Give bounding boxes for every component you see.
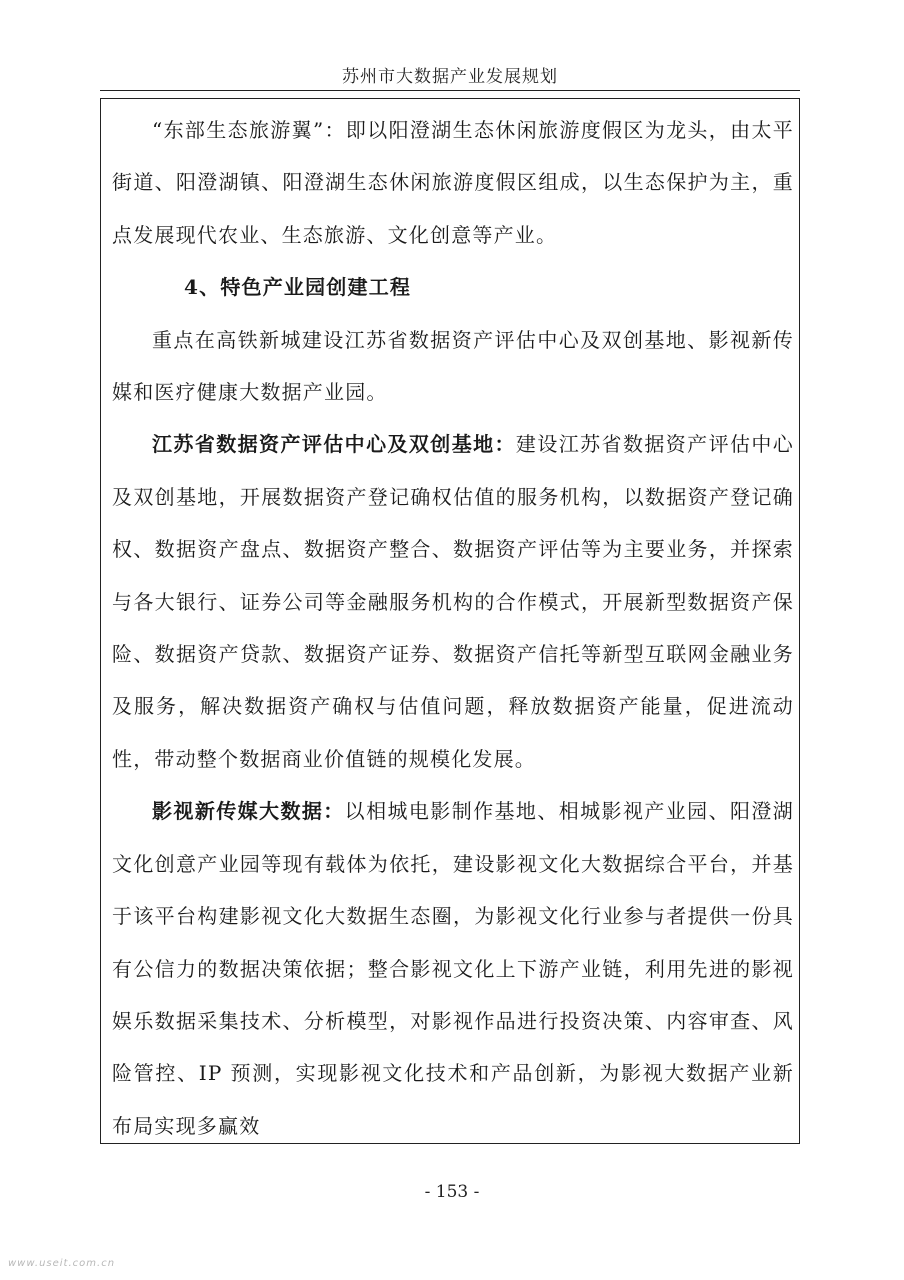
- header-rule: [100, 90, 800, 91]
- section-heading: 4、特色产业园创建工程: [184, 275, 412, 300]
- paragraph-lead-bold: 江苏省数据资产评估中心及双创基地：: [152, 432, 516, 457]
- paragraph-focus: 重点在高铁新城建设江苏省数据资产评估中心及双创基地、影视新传媒和医疗健康大数据产业园。: [112, 327, 794, 405]
- paragraph-east-tourism: “东部生态旅游翼”：即以阳澄湖生态休闲旅游度假区为龙头，由太平街道、阳澄湖镇、阳澄湖生态休闲旅游度假区组成，以生态保护为主，重点发展现代农业、生态旅游、文化创意等产业。: [112, 118, 794, 247]
- paragraph-body: 以相城电影制作基地、相城影视产业园、阳澄湖文化创意产业园等现有载体为依托，建设影视文化大数据综合平台，并基于该平台构建影视文化大数据生态圈，为影视文化行业参与者提供一份具有公信力的数据决策依据；整合影视文化上下游产业链，利用先进的影视娱乐数据采集技术、分析模型，对影视作品进行投资决策、内容审查、风险管控、IP 预测，实现影视文化技术和产品创新，为影视大数据产业新布局实现多赢效: [112, 799, 794, 1138]
- paragraph-lead-bold: 影视新传媒大数据：: [152, 799, 345, 824]
- paragraph-film-media: [112, 785, 794, 1152]
- watermark: www.useit.com.cn: [8, 1258, 116, 1269]
- body-text: [112, 104, 794, 1152]
- running-header: 苏州市大数据产业发展规划: [342, 67, 558, 87]
- paragraph-body: 建设江苏省数据资产评估中心及双创基地，开展数据资产登记确权估值的服务机构，以数据资产登记确权、数据资产盘点、数据资产整合、数据资产评估等为主要业务，并探索与各大银行、证券公司等金融服务机构的合作模式，开展新型数据资产保险、数据资产贷款、数据资产证券、数据资产信托等新型互联网金融业务及服务，解决数据资产确权与估值问题，释放数据资产能量，促进流动性，带动整个数据商业价值链的规模化发展。: [112, 432, 794, 771]
- paragraph-data-asset-center: [112, 418, 794, 785]
- page-number: - 153 -: [424, 1182, 480, 1202]
